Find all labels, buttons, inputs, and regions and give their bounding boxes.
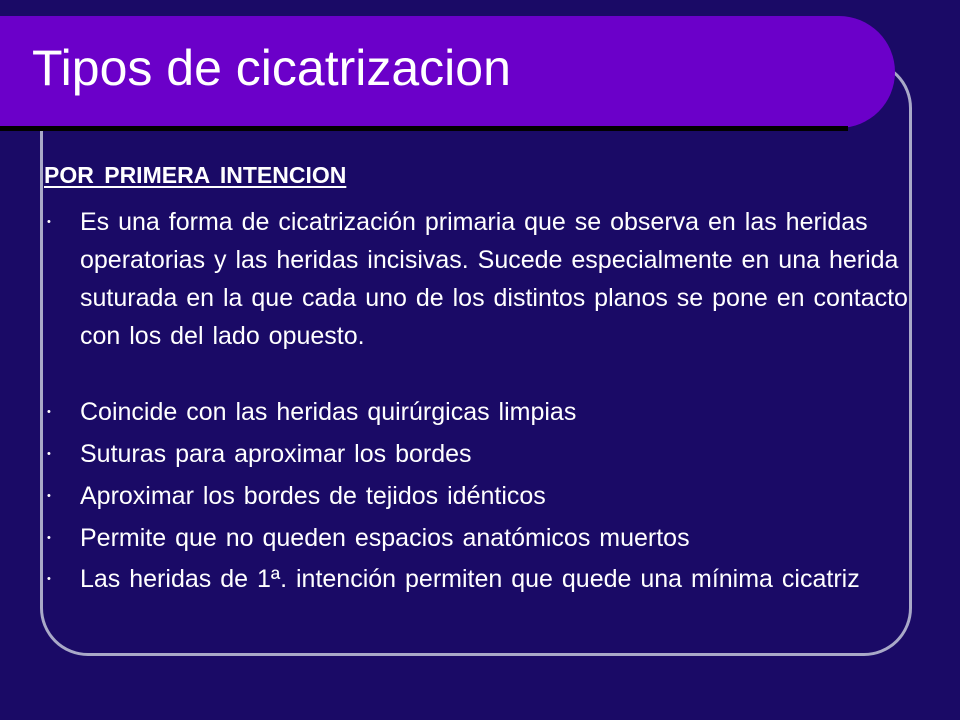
- bullet-dot-icon: •: [47, 573, 51, 585]
- slide-content: [44, 160, 924, 598]
- bullet-item: [44, 560, 880, 598]
- bullet-dot-icon: •: [47, 406, 51, 418]
- slide-title: Tipos de cicatrizacion: [32, 40, 511, 96]
- bullet-item: [44, 393, 924, 431]
- bullet-text: Suturas para aproximar los bordes: [80, 440, 472, 468]
- bullet-text: Es una forma de cicatrización primaria que se observa en las heridas operatorias y las heridas incisivas. Sucede especialmente en una herida suturada en la que cada uno de los distintos planos se pone en contacto con los del lado opuesto.: [80, 208, 908, 350]
- bullet-item: [44, 435, 924, 473]
- bullet-list: [44, 203, 924, 598]
- bullet-item: [44, 203, 910, 355]
- bullet-dot-icon: •: [47, 532, 51, 544]
- bullet-text: Las heridas de 1ª. intención permiten que quede una mínima cicatriz: [80, 565, 860, 593]
- bullet-dot-icon: •: [47, 490, 51, 502]
- bullet-item: [44, 477, 924, 515]
- bullet-text: Coincide con las heridas quirúrgicas limpias: [80, 398, 577, 426]
- bullet-text: Permite que no queden espacios anatómicos muertos: [80, 524, 690, 552]
- section-heading: POR PRIMERA INTENCION: [44, 162, 347, 188]
- bullet-dot-icon: •: [47, 448, 51, 460]
- bullet-dot-icon: •: [47, 216, 51, 228]
- title-underline-rule: [0, 126, 848, 131]
- bullet-text: Aproximar los bordes de tejidos idénticos: [80, 482, 546, 510]
- bullet-item: [44, 519, 924, 557]
